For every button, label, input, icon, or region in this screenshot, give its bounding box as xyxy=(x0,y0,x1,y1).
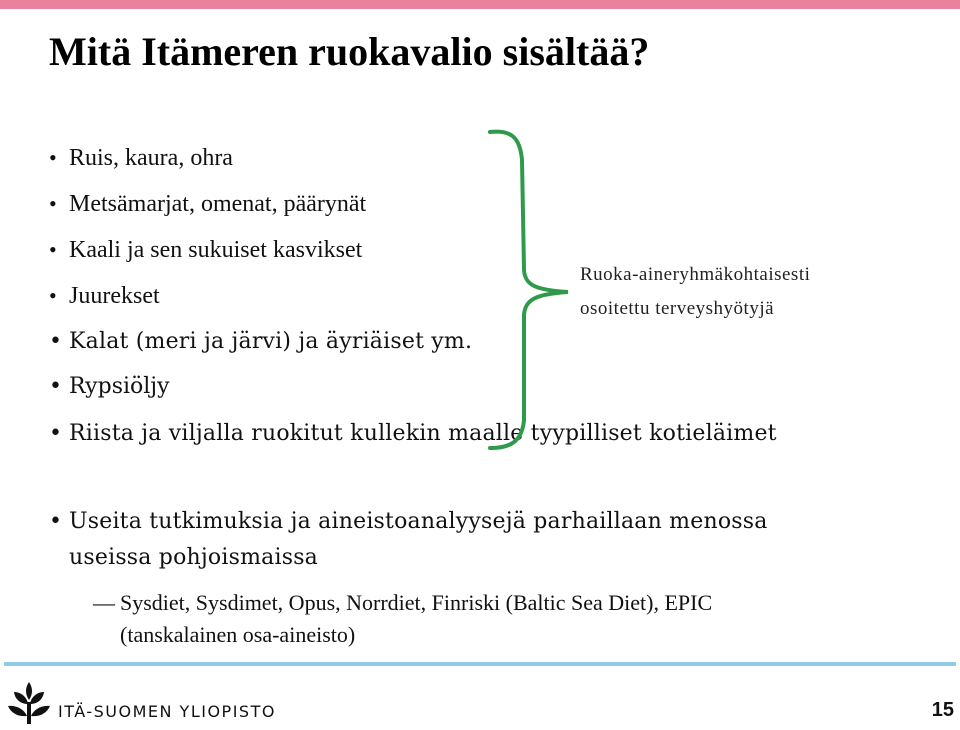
bullet-icon: • xyxy=(49,329,63,354)
bottom-accent-bar xyxy=(4,662,956,666)
curly-brace-icon xyxy=(480,120,570,460)
list-item: • Juurekset xyxy=(49,283,160,309)
research-bullet: • Useita tutkimuksia ja aineistoanalyysejä parhaillaan menossa xyxy=(49,509,768,534)
bullet-icon: • xyxy=(49,283,57,308)
sub-bullet-continuation: (tanskalainen osa-aineisto) xyxy=(120,622,356,647)
list-item: • Kaali ja sen sukuiset kasvikset xyxy=(49,237,363,263)
university-name: ITÄ-SUOMEN YLIOPISTO xyxy=(58,702,276,721)
list-item: • Metsämarjat, omenat, päärynät xyxy=(49,191,367,217)
research-bullet-continuation: useissa pohjoismaissa xyxy=(69,545,319,570)
bullet-icon: • xyxy=(49,374,62,399)
bullet-icon: • xyxy=(49,237,57,262)
brace-annotation: Ruoka-aineryhmäkohtaisesti osoitettu terveyshyötyjä xyxy=(580,264,811,319)
list-item: • Kalat (meri ja järvi) ja äyriäiset ym. xyxy=(49,329,473,354)
bullet-icon: • xyxy=(49,191,57,216)
list-item: • Rypsiöljy xyxy=(49,374,170,399)
list-item: • Riista ja viljalla ruokitut kullekin maalle tyypilliset kotieläimet xyxy=(49,421,777,446)
bullet-icon: • xyxy=(49,509,63,534)
university-logo-icon xyxy=(6,680,52,726)
page-number: 15 xyxy=(931,699,954,721)
dash-icon: — xyxy=(93,590,115,615)
sub-bullet: — Sysdiet, Sysdimet, Opus, Norrdiet, Finriski (Baltic Sea Diet), EPIC xyxy=(93,590,713,615)
bullet-icon: • xyxy=(49,145,57,170)
slide-title: Mitä Itämeren ruokavalio sisältää? xyxy=(49,29,650,74)
bullet-icon: • xyxy=(49,421,63,446)
top-accent-bar xyxy=(0,0,960,9)
list-item: • Ruis, kaura, ohra xyxy=(49,145,233,171)
